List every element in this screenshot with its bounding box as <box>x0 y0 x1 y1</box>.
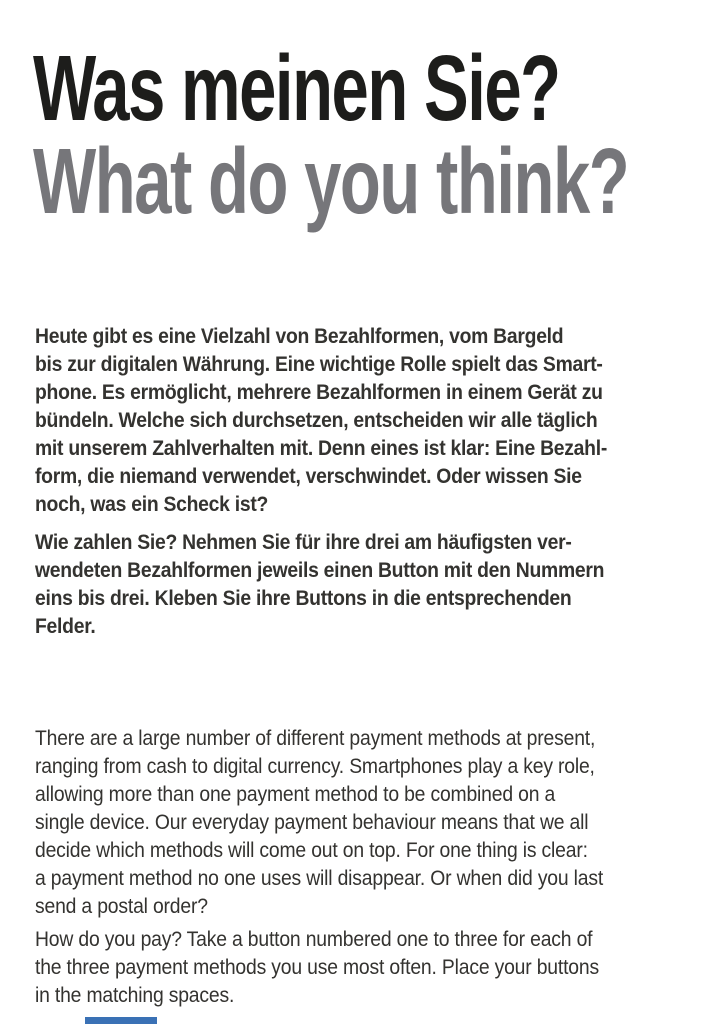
text-line: phone. Es ermöglicht, mehrere Bezahlformen in einem Gerät zu <box>35 380 603 404</box>
text-line: a payment method no one uses will disappear. Or when did you last <box>35 866 604 890</box>
bottom-blue-accent-bar <box>85 1017 157 1024</box>
text-line: decide which methods will come out on top. For one thing is clear: <box>35 838 588 862</box>
text-line: Felder. <box>35 614 96 638</box>
text-line: There are a large number of different payment methods at present, <box>35 726 596 750</box>
text-line: Heute gibt es eine Vielzahl von Bezahlformen, vom Bargeld <box>35 324 564 348</box>
text-line: bündeln. Welche sich durchsetzen, entscheiden wir alle täglich <box>35 408 598 432</box>
page-title-german <box>33 36 719 140</box>
text-line: mit unserem Zahlverhalten mit. Denn eines ist klar: Eine Bezahl- <box>35 436 607 460</box>
text-line: Wie zahlen Sie? Nehmen Sie für ihre drei am häufigsten ver- <box>35 530 572 554</box>
text-line: the three payment methods you use most often. Place your buttons <box>35 955 599 979</box>
english-intro-paragraph <box>35 724 666 920</box>
text-line: eins bis drei. Kleben Sie ihre Buttons in die entsprechenden <box>35 586 572 610</box>
text-line: send a postal order? <box>35 894 208 918</box>
page-heading <box>33 36 719 233</box>
text-line: form, die niemand verwendet, verschwindet. Oder wissen Sie <box>35 464 582 488</box>
german-instructions-paragraph <box>35 528 667 640</box>
text-line: allowing more than one payment method to be combined on a <box>35 782 556 806</box>
german-intro-paragraph <box>35 322 671 518</box>
text-line: bis zur digitalen Währung. Eine wichtige Rolle spielt das Smart- <box>35 352 603 376</box>
page-title-german-text: Was meinen Sie? <box>33 36 560 140</box>
english-instructions-paragraph <box>35 925 662 1009</box>
page-title-english <box>33 129 719 233</box>
text-line: wendeten Bezahlformen jeweils einen Button mit den Nummern <box>35 558 605 582</box>
text-line: noch, was ein Scheck ist? <box>35 492 269 516</box>
page-title-english-text: What do you think? <box>33 129 629 233</box>
text-line: single device. Our everyday payment behaviour means that we all <box>35 810 589 834</box>
text-line: ranging from cash to digital currency. Smartphones play a key role, <box>35 754 595 778</box>
text-line: How do you pay? Take a button numbered one to three for each of <box>35 927 593 951</box>
text-line: in the matching spaces. <box>35 983 235 1007</box>
